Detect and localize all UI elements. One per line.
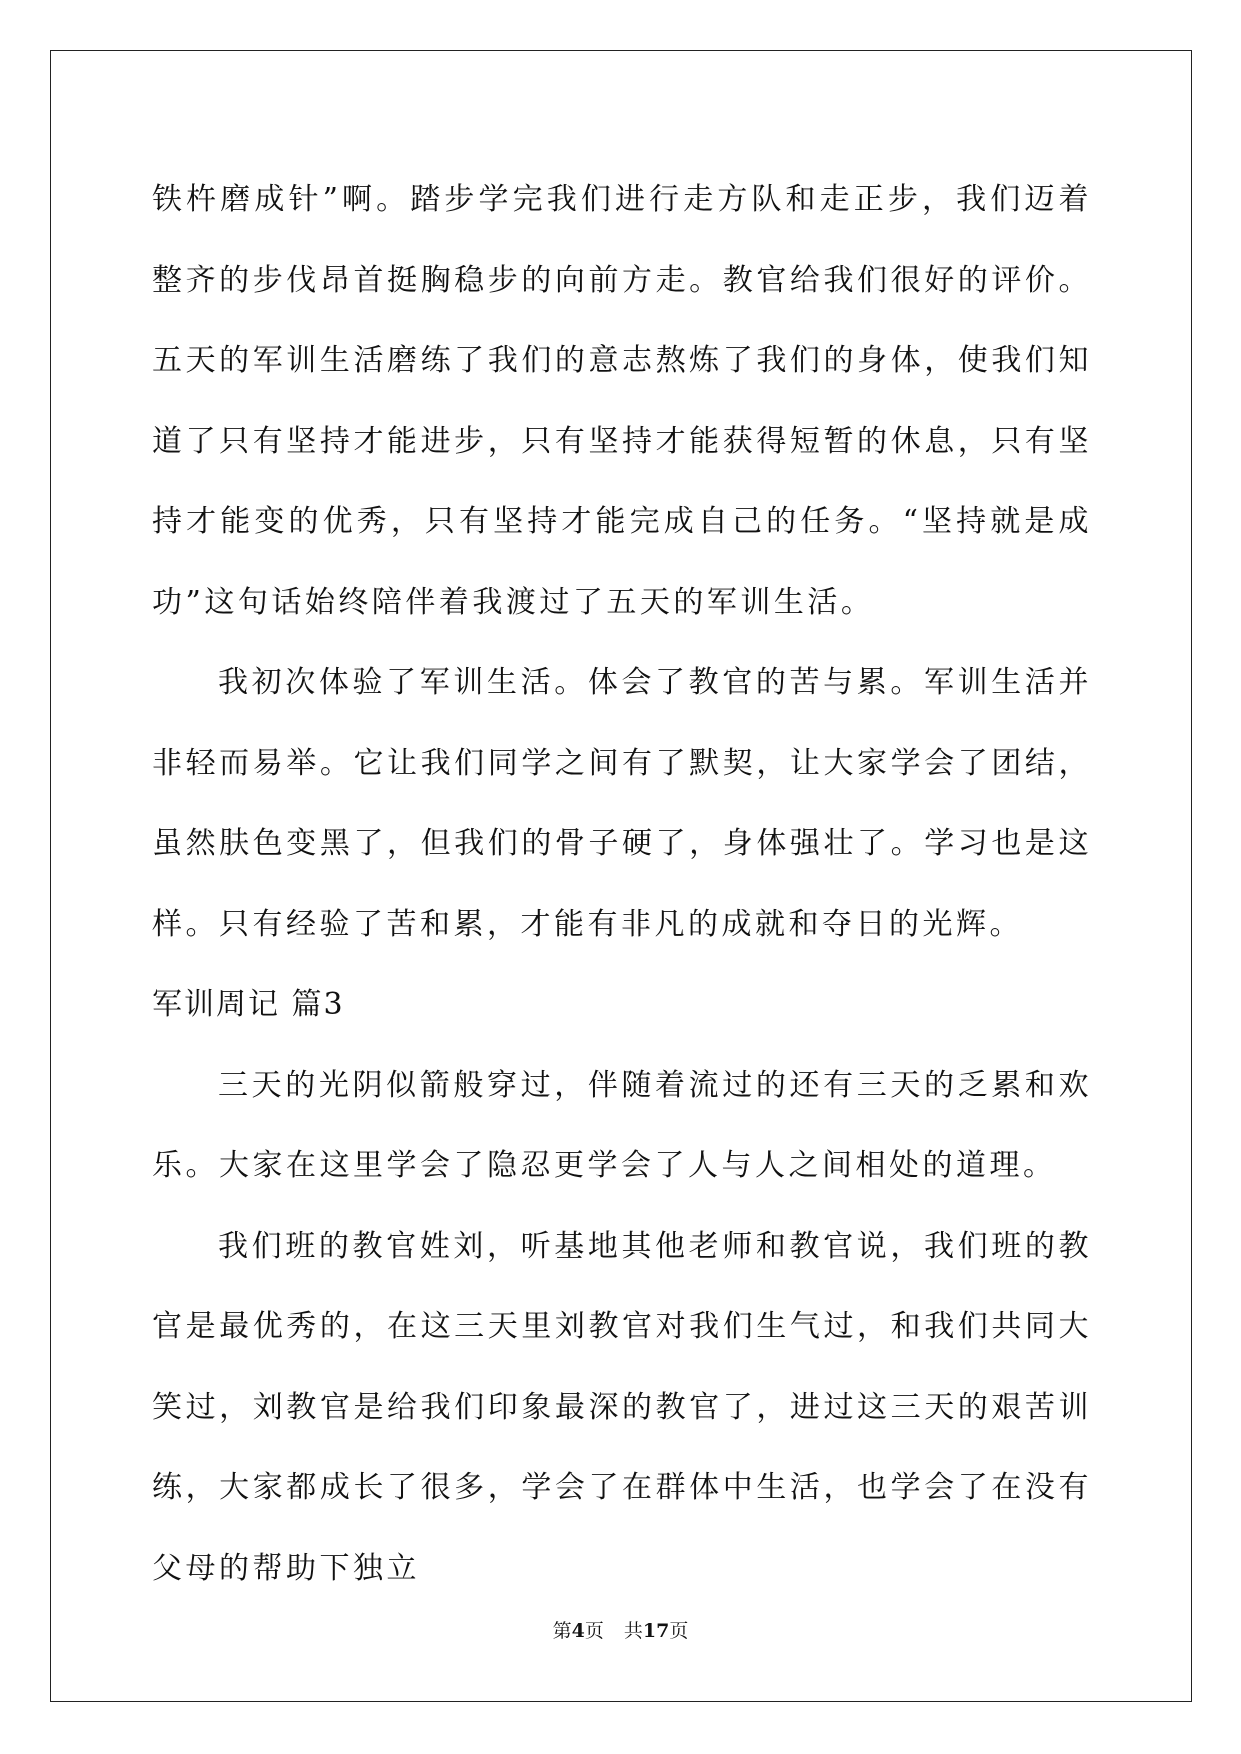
section-heading: 军训周记 篇3 bbox=[152, 987, 345, 1022]
paragraph-3: 三天的光阴似箭般穿过，伴随着流过的还有三天的乏累和欢乐。大家在这里学会了隐忍更学会了人与人之间相处的道理。 bbox=[152, 1067, 1092, 1183]
footer-page-suffix: 页 bbox=[584, 1620, 604, 1642]
footer-total-suffix: 页 bbox=[669, 1620, 689, 1642]
page-footer bbox=[0, 1616, 1241, 1643]
current-page-number: 4 bbox=[571, 1620, 585, 1642]
paragraph-2: 我初次体验了军训生活。体会了教官的苦与累。军训生活并非轻而易举。它让我们同学之间有了默契，让大家学会了团结，虽然肤色变黑了，但我们的骨子硬了，身体强壮了。学习也是这样。只有经验了苦和累，才能有非凡的成就和夺日的光辉。 bbox=[152, 665, 1092, 942]
total-page-count: 17 bbox=[642, 1620, 670, 1642]
paragraph-4: 我们班的教官姓刘，听基地其他老师和教官说，我们班的教官是最优秀的，在这三天里刘教官对我们生气过，和我们共同大笑过，刘教官是给我们印象最深的教官了，进过这三天的艰苦训练，大家都成长了很多，学会了在群体中生活，也学会了在没有父母的帮助下独立 bbox=[152, 1228, 1092, 1586]
paragraph-1: 铁杵磨成针”啊。踏步学完我们进行走方队和走正步，我们迈着整齐的步伐昂首挺胸稳步的向前方走。教官给我们很好的评价。五天的军训生活磨练了我们的意志熬炼了我们的身体，使我们知道了只有坚持才能进步，只有坚持才能获得短暂的休息，只有坚持才能变的优秀，只有坚持才能完成自己的任务。“坚持就是成功”这句话始终陪伴着我渡过了五天的军训生活。 bbox=[152, 182, 1092, 620]
footer-prefix: 第 bbox=[552, 1620, 572, 1642]
footer-total-prefix: 共 bbox=[623, 1620, 643, 1642]
document-body bbox=[152, 160, 1092, 1609]
